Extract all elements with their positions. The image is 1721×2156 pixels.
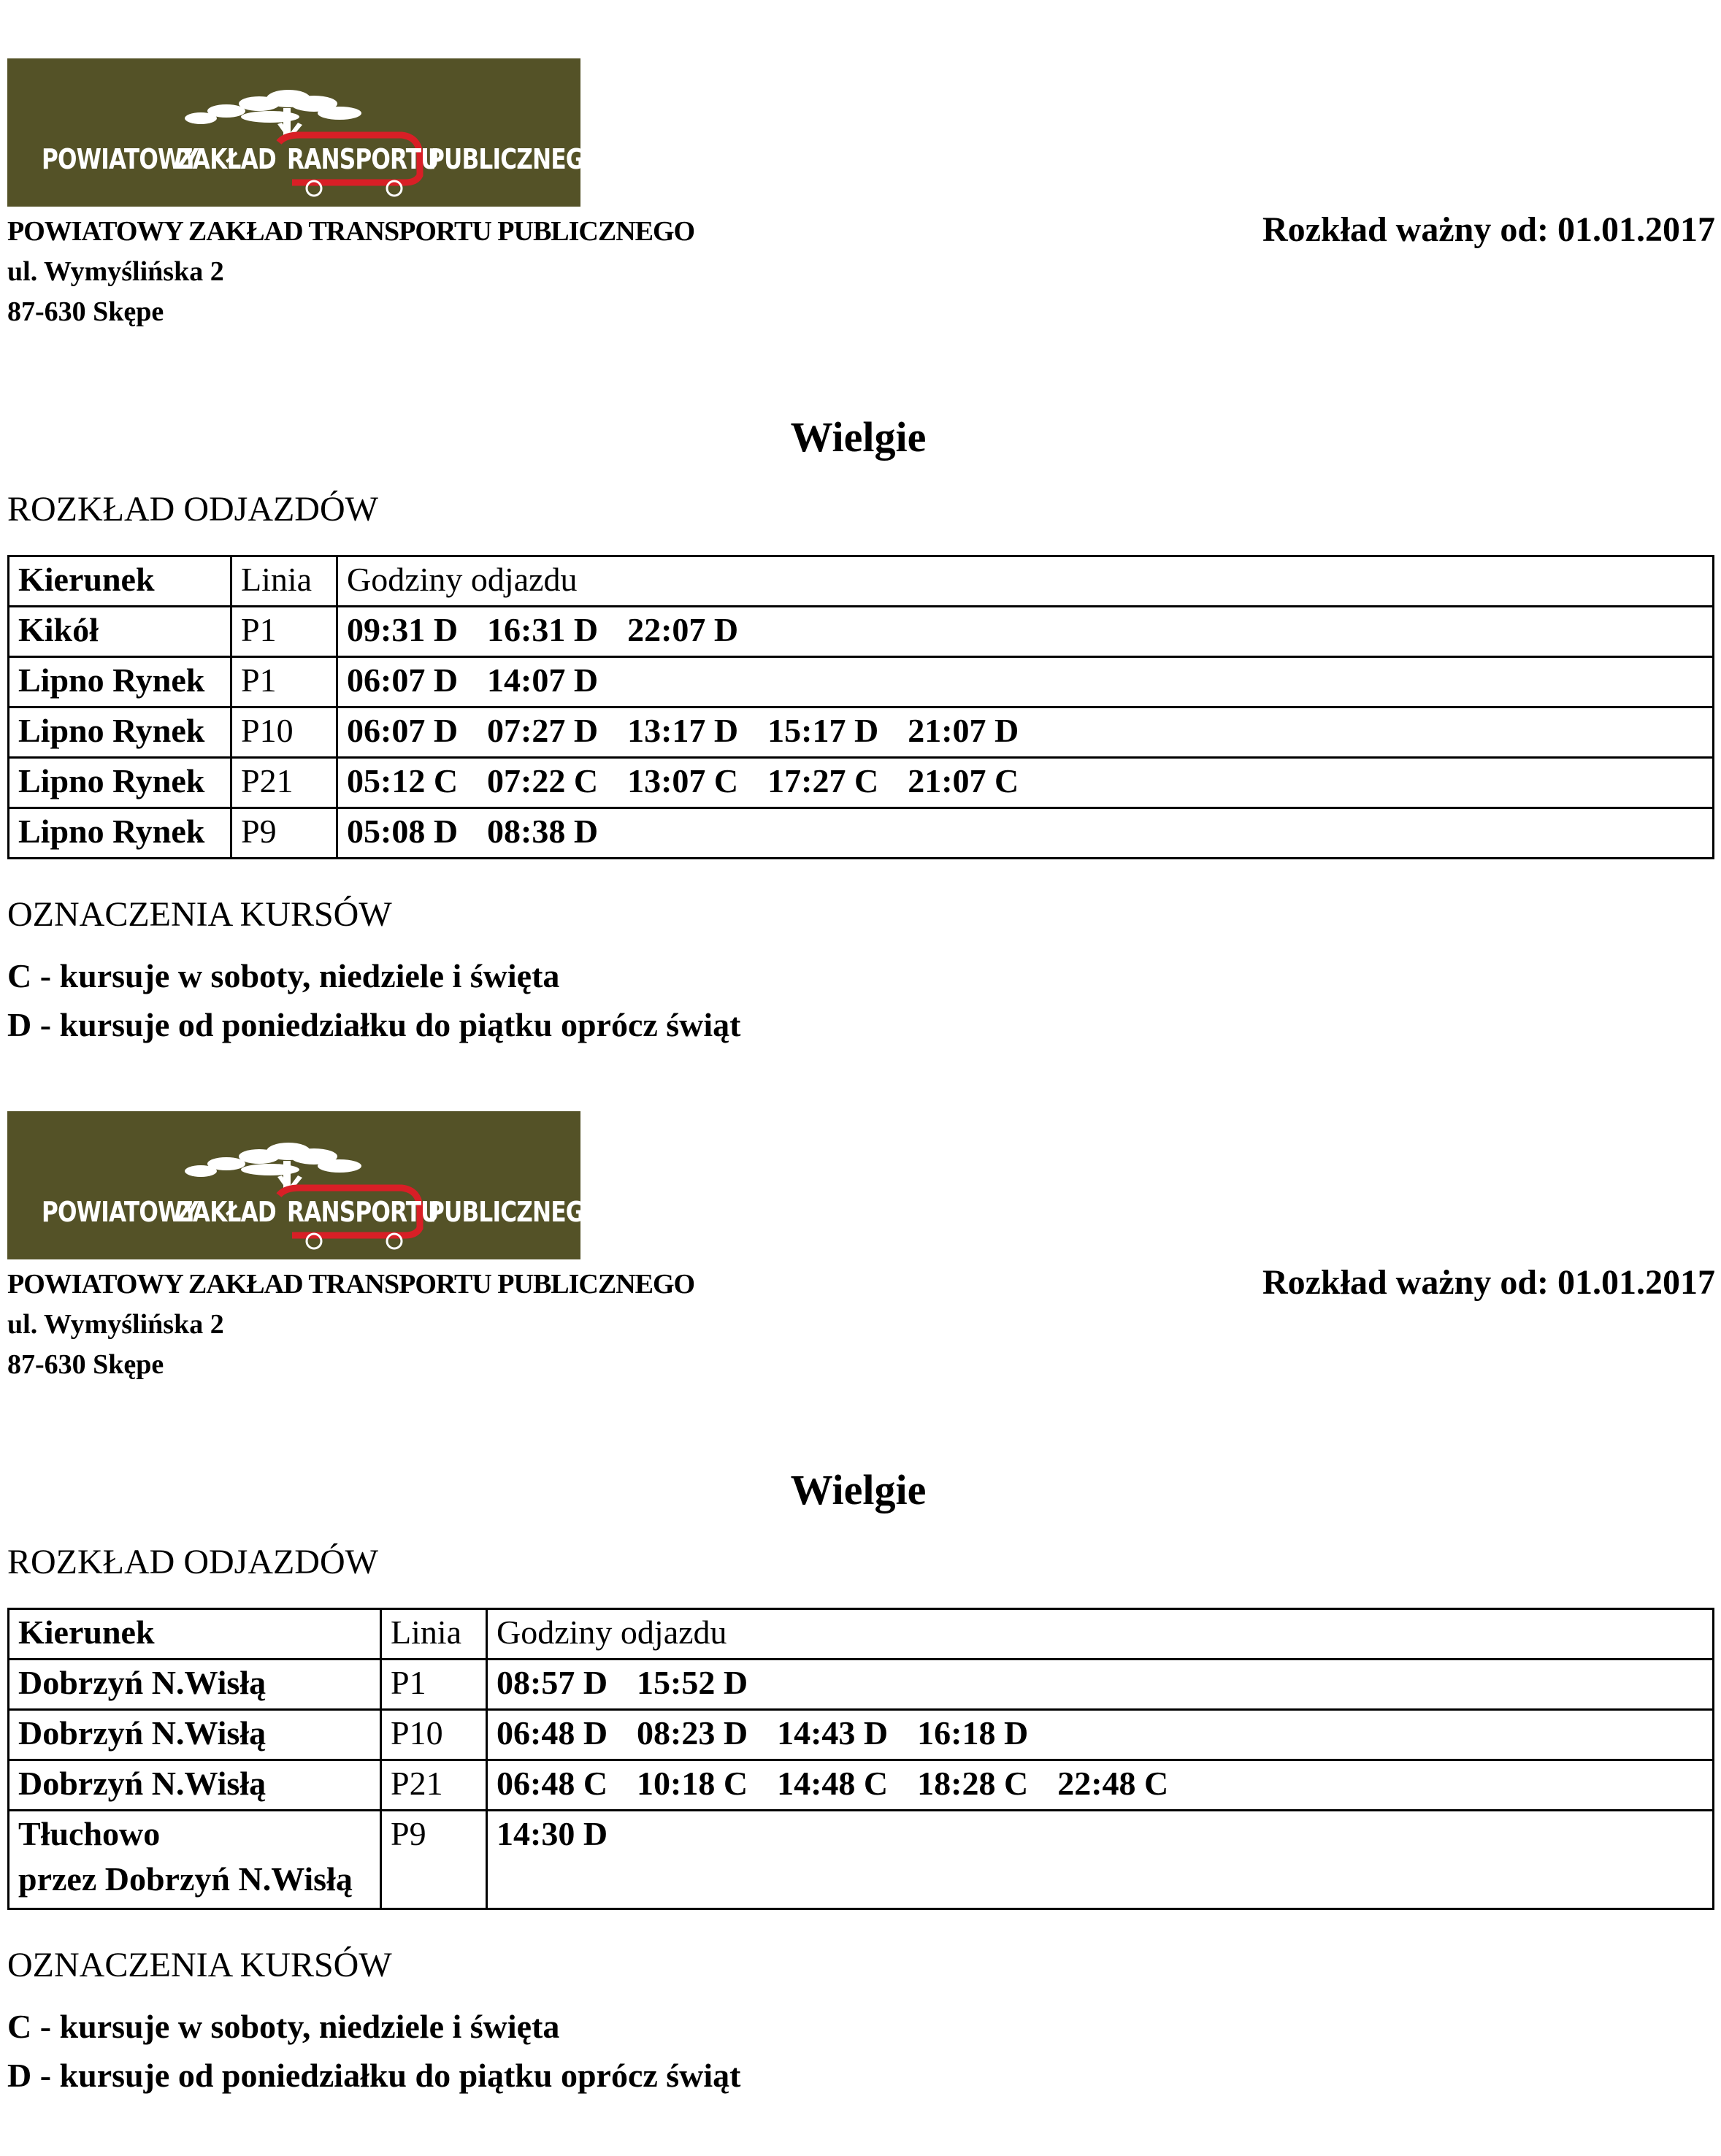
column-header-direction: Kierunek [9, 1609, 381, 1660]
legend-item-d: D - kursuje od poniedziałku do piątku oprócz świąt [7, 2057, 741, 2094]
direction-cell: Kikół [9, 607, 231, 657]
direction-cell: Dobrzyń N.Wisłą [9, 1710, 381, 1760]
table-row [9, 758, 1714, 808]
departure-time: 06:48 C [497, 1765, 608, 1802]
times-cell [487, 1710, 1714, 1760]
departure-time: 21:07 D [908, 712, 1019, 749]
times-cell [487, 1811, 1714, 1909]
logo-text-publicznego: PUBLICZNEGO [428, 143, 603, 175]
line-cell: P10 [381, 1710, 487, 1760]
departure-time: 15:17 D [767, 712, 879, 749]
logo-text-powiatowy: POWIATOWY [42, 143, 199, 175]
departure-time: 14:43 D [777, 1714, 889, 1752]
column-header-line: Linia [231, 556, 337, 607]
departure-time: 09:31 D [347, 611, 459, 648]
valid-from-date: Rozkład ważny od: 01.01.2017 [1262, 1263, 1715, 1302]
table-header-row [9, 1609, 1714, 1660]
org-zip: 87-630 Skępe [7, 1349, 164, 1380]
table-header-row [9, 556, 1714, 607]
line-cell: P9 [231, 808, 337, 859]
departure-time: 08:57 D [497, 1664, 608, 1701]
org-street: ul. Wymyślińska 2 [7, 256, 224, 287]
departure-time: 21:07 C [908, 762, 1019, 799]
direction-cell: Dobrzyń N.Wisłą [9, 1660, 381, 1710]
departure-time: 14:30 D [497, 1815, 608, 1852]
line-cell: P1 [381, 1660, 487, 1710]
departures-table [7, 555, 1714, 859]
valid-from-date: Rozkład ważny od: 01.01.2017 [1262, 210, 1715, 249]
schedule-heading: ROZKŁAD ODJAZDÓW [7, 490, 378, 529]
line-cell: P1 [231, 657, 337, 707]
column-header-times: Godziny odjazdu [337, 556, 1714, 607]
departure-time: 06:07 D [347, 712, 459, 749]
times-cell [337, 758, 1714, 808]
departures-table [7, 1608, 1714, 1910]
legend-item-c: C - kursuje w soboty, niedziele i święta [7, 957, 560, 994]
departure-time: 10:18 C [637, 1765, 748, 1802]
direction-cell: Dobrzyń N.Wisłą [9, 1760, 381, 1811]
table-row [9, 1811, 1714, 1909]
times-cell [487, 1660, 1714, 1710]
company-logo [7, 58, 603, 207]
departure-time: 22:48 C [1057, 1765, 1169, 1802]
legend-item-c: C - kursuje w soboty, niedziele i święta [7, 2008, 560, 2045]
departure-time: 14:48 C [777, 1765, 889, 1802]
table-row [9, 808, 1714, 859]
direction-line-2: przez Dobrzyń N.Wisłą [18, 1860, 353, 1898]
line-cell: P21 [231, 758, 337, 808]
bus-outline-icon [7, 58, 580, 207]
direction-cell: Lipno Rynek [9, 808, 231, 859]
column-header-direction: Kierunek [9, 556, 231, 607]
departure-time: 05:12 C [347, 762, 459, 799]
times-cell [337, 808, 1714, 859]
line-cell: P9 [381, 1811, 487, 1909]
departure-time: 18:28 C [917, 1765, 1029, 1802]
departure-time: 08:38 D [487, 813, 599, 850]
logo-text-zaklad: ZAKŁAD [177, 143, 276, 175]
column-header-times: Godziny odjazdu [487, 1609, 1714, 1660]
schedule-heading: ROZKŁAD ODJAZDÓW [7, 1543, 378, 1581]
timetable-section-2 [0, 1053, 1721, 2104]
departure-time: 08:23 D [637, 1714, 748, 1752]
departure-time: 16:18 D [917, 1714, 1029, 1752]
table-row [9, 1760, 1714, 1811]
departure-time: 13:07 C [627, 762, 739, 799]
times-cell [487, 1760, 1714, 1811]
times-cell [337, 707, 1714, 758]
logo-text-ransportu: RANSPORTU [287, 1196, 439, 1228]
departure-time: 07:22 C [487, 762, 599, 799]
direction-cell: Lipno Rynek [9, 707, 231, 758]
logo-text-powiatowy: POWIATOWY [42, 1196, 199, 1228]
departure-time: 16:31 D [487, 611, 599, 648]
legend-heading: OZNACZENIA KURSÓW [7, 1946, 392, 1984]
line-cell: P10 [231, 707, 337, 758]
logo-text-zaklad: ZAKŁAD [177, 1196, 276, 1228]
departure-time: 14:07 D [487, 661, 599, 699]
departure-time: 22:07 D [627, 611, 739, 648]
times-cell [337, 657, 1714, 707]
logo-text-ransportu: RANSPORTU [287, 143, 439, 175]
logo-text-publicznego: PUBLICZNEGO [428, 1196, 603, 1228]
table-row [9, 1710, 1714, 1760]
departure-time: 06:07 D [347, 661, 459, 699]
departure-time: 06:48 D [497, 1714, 608, 1752]
org-name: POWIATOWY ZAKŁAD TRANSPORTU PUBLICZNEGO [7, 216, 695, 247]
departure-time: 15:52 D [637, 1664, 748, 1701]
direction-cell: Lipno Rynek [9, 657, 231, 707]
org-zip: 87-630 Skępe [7, 296, 164, 327]
direction-cell: Lipno Rynek [9, 758, 231, 808]
legend-item-d: D - kursuje od poniedziałku do piątku oprócz świąt [7, 1006, 741, 1043]
departure-time: 17:27 C [767, 762, 879, 799]
org-street: ul. Wymyślińska 2 [7, 1309, 224, 1340]
legend-heading: OZNACZENIA KURSÓW [7, 895, 392, 934]
company-logo [7, 1111, 603, 1259]
table-row [9, 707, 1714, 758]
stop-name: Wielgie [790, 413, 927, 461]
direction-cell [9, 1811, 381, 1909]
timetable-section-1 [0, 0, 1721, 1051]
bus-outline-icon [7, 1111, 580, 1259]
table-row [9, 657, 1714, 707]
times-cell [337, 607, 1714, 657]
line-cell: P21 [381, 1760, 487, 1811]
org-name: POWIATOWY ZAKŁAD TRANSPORTU PUBLICZNEGO [7, 1269, 695, 1300]
column-header-line: Linia [381, 1609, 487, 1660]
line-cell: P1 [231, 607, 337, 657]
departure-time: 13:17 D [627, 712, 739, 749]
departure-time: 05:08 D [347, 813, 459, 850]
departure-time: 07:27 D [487, 712, 599, 749]
direction-line-1: Tłuchowo [18, 1815, 161, 1852]
table-row [9, 607, 1714, 657]
stop-name: Wielgie [790, 1466, 927, 1514]
table-row [9, 1660, 1714, 1710]
